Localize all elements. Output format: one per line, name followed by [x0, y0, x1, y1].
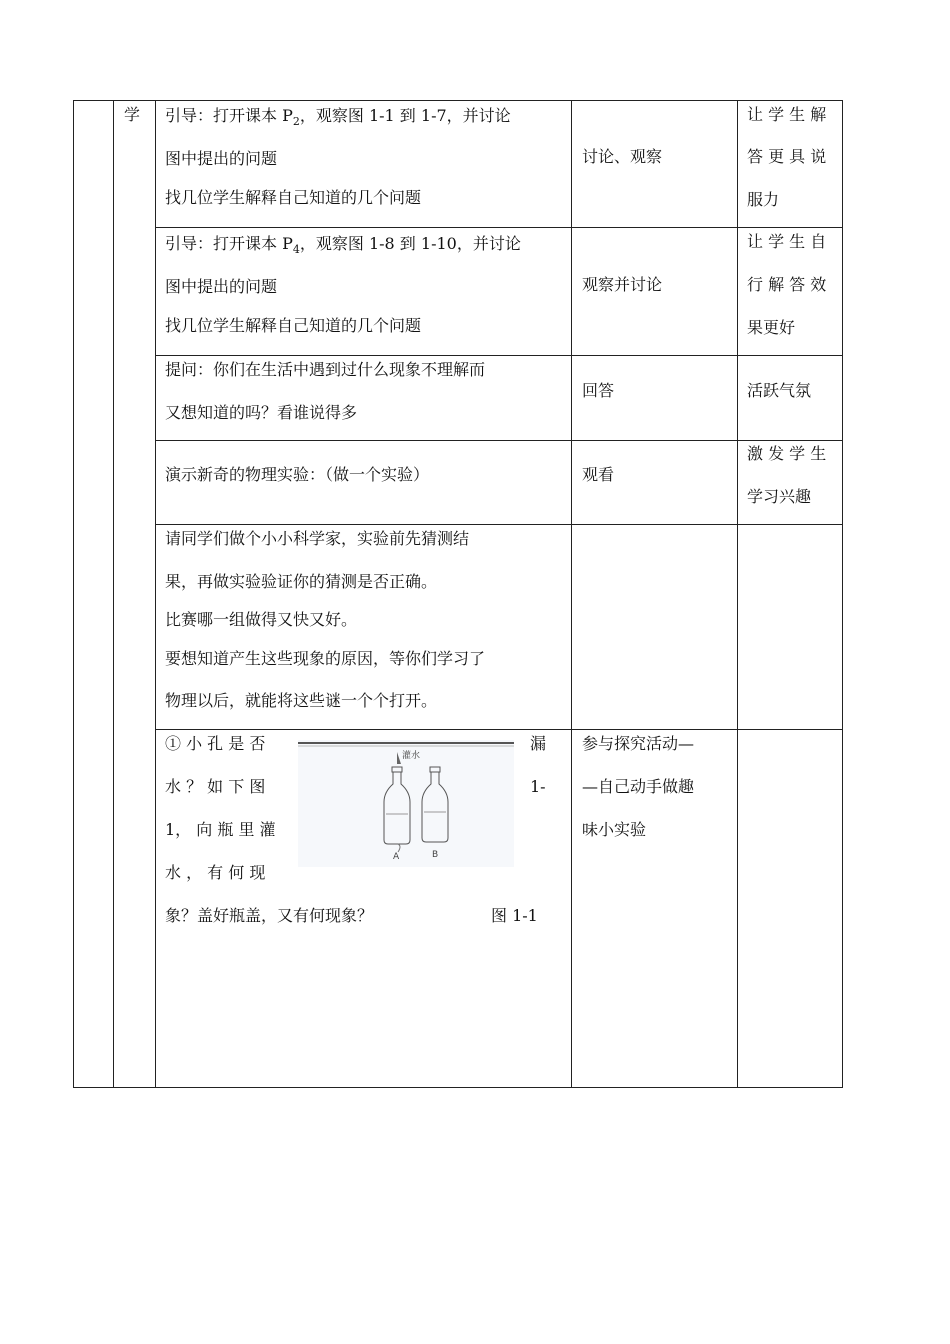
row3-teacher-line1: 提问：你们在生活中遇到过什么现象不理解而 — [165, 360, 486, 379]
row5-teacher-line1: 请同学们做个小小科学家，实验前先猜测结 — [165, 529, 470, 548]
row6-teacher-right-line2: 1- — [530, 777, 546, 796]
row6-teacher-left-line4: 水 ， 有 何 现 — [165, 863, 266, 882]
row6-teacher-left-line2: 水 ？ 如 下 图 — [165, 777, 266, 796]
row2-student: 观察并讨论 — [582, 275, 663, 294]
table-border-bottom — [73, 1087, 843, 1088]
row6-student-line3: 味小实验 — [582, 820, 647, 839]
row2-teacher-line1: 引导：打开课本 $P_4$，观察图 1-8 到 1-10，并讨论 — [165, 234, 521, 257]
row1-intent-line2: 答 更 具 说 — [747, 147, 827, 166]
row-divider-1 — [155, 227, 843, 228]
row1-teacher-line1: 引导：打开课本 $P_2$，观察图 1-1 到 1-7，并讨论 — [165, 106, 511, 129]
bottle-b-icon — [422, 767, 448, 842]
figure-bottles-image — [298, 740, 514, 867]
row6-student-line2: —自己动手做趣 — [582, 777, 695, 796]
row2-teacher-line2: 图中提出的问题 — [165, 277, 278, 296]
bottle-a-icon — [384, 767, 410, 852]
row3-intent: 活跃气氛 — [747, 381, 812, 400]
row1-intent-line1: 让 学 生 解 — [747, 105, 827, 124]
col-line-2 — [113, 100, 114, 1087]
row6-teacher-right-line1: 漏 — [530, 734, 547, 753]
col-line-5 — [737, 100, 738, 1087]
pour-water-label: 灌水 — [402, 751, 421, 761]
row3-student: 回答 — [582, 381, 615, 400]
row5-teacher-line5: 物理以后，就能将这些谜一个个打开。 — [165, 691, 438, 710]
col-line-3 — [155, 100, 156, 1087]
row2-intent-line1: 让 学 生 自 — [747, 232, 827, 251]
row-divider-4 — [155, 524, 843, 525]
row-divider-3 — [155, 440, 843, 441]
row5-teacher-line3: 比赛哪一组做得又快又好。 — [165, 610, 358, 629]
row6-teacher-last-line: 象？盖好瓶盖，又有何现象？ — [165, 906, 374, 925]
col-line-4 — [571, 100, 572, 1087]
row3-teacher-line2: 又想知道的吗？看谁说得多 — [165, 403, 358, 422]
row6-teacher-left-line1: ① 小 孔 是 否 — [165, 734, 266, 753]
row5-teacher-line4: 要想知道产生这些现象的原因，等你们学习了 — [165, 649, 486, 668]
bottle-a-label: A — [393, 852, 400, 862]
row2-intent-line3: 果更好 — [747, 318, 796, 337]
row1-intent-line3: 服力 — [747, 190, 780, 209]
row6-student-line1: 参与探究活动— — [582, 734, 695, 753]
row2-intent-line2: 行 解 答 效 — [747, 275, 827, 294]
figure-caption: 图 1-1 — [491, 906, 538, 925]
col-line-1 — [73, 100, 74, 1087]
bottle-b-label: B — [432, 850, 439, 860]
col-line-6 — [842, 100, 843, 1087]
row6-teacher-left-line3: 1， 向 瓶 里 灌 — [165, 820, 276, 839]
row1-teacher-line3: 找几位学生解释自己知道的几个问题 — [165, 188, 422, 207]
row4-intent-line1: 激 发 学 生 — [747, 444, 827, 463]
row4-teacher: 演示新奇的物理实验：（做一个实验） — [165, 465, 430, 484]
row5-teacher-line2: 果，再做实验验证你的猜测是否正确。 — [165, 572, 438, 591]
row1-student: 讨论、观察 — [582, 147, 663, 166]
table-border-top — [73, 100, 843, 101]
row2-teacher-line3: 找几位学生解释自己知道的几个问题 — [165, 316, 422, 335]
row1-teacher-line2: 图中提出的问题 — [165, 149, 278, 168]
row-divider-5 — [155, 729, 843, 730]
row-divider-2 — [155, 355, 843, 356]
stage-label: 学 — [124, 105, 141, 124]
row4-intent-line2: 学习兴趣 — [747, 487, 812, 506]
row4-student: 观看 — [582, 465, 615, 484]
